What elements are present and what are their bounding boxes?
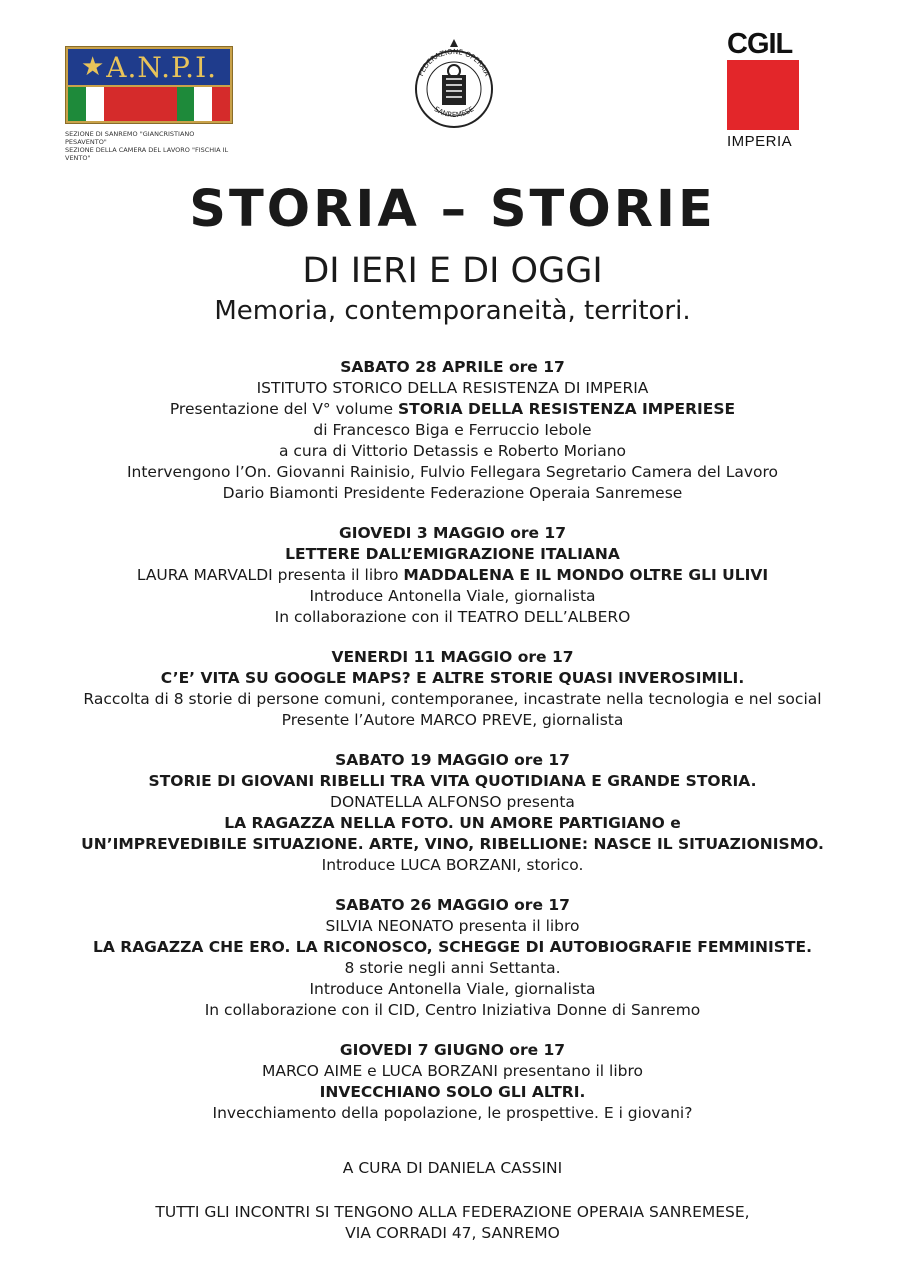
event-line: 8 storie negli anni Settanta.	[344, 959, 561, 977]
book-title: UN’IMPREVEDIBILE SITUAZIONE. ARTE, VINO, RIBELLIONE: NASCE IL SITUAZIONISMO.	[81, 835, 824, 853]
event-line	[0, 399, 905, 420]
anpi-caption-line-1: SEZIONE DI SANREMO "GIANCRISTIANO PESAVENTO"	[65, 130, 195, 146]
event-line	[0, 565, 905, 586]
book-title: STORIA DELLA RESISTENZA IMPERIESE	[397, 400, 736, 418]
book-title: MADDALENA E IL MONDO OLTRE GLI ULIVI	[403, 566, 769, 584]
italian-flags	[68, 87, 230, 121]
footer	[0, 1158, 905, 1244]
event-1	[0, 357, 905, 504]
event-date: GIOVEDI 7 GIUGNO ore 17	[339, 1041, 566, 1059]
event-5	[0, 895, 905, 1021]
svg-text:SANREMESE	[433, 105, 476, 119]
event-2	[0, 523, 905, 628]
event-date: VENERDI 11 MAGGIO ore 17	[331, 648, 574, 666]
seal-ring-top: FEDERAZIONE OPERAIA	[417, 47, 491, 78]
anpi-caption	[65, 130, 235, 162]
event-line: In collaborazione con il TEATRO DELL’ALBERO	[274, 608, 631, 626]
event-line: Introduce LUCA BORZANI, storico.	[321, 856, 584, 874]
anpi-title: A.N.P.I.	[106, 50, 218, 84]
event-line: DONATELLA ALFONSO presenta	[330, 793, 575, 811]
event-line: Presente l’Autore MARCO PREVE, giornalista	[281, 711, 624, 729]
page-subtitle: DI IERI E DI OGGI	[302, 251, 603, 291]
event-line: ISTITUTO STORICO DELLA RESISTENZA DI IMPERIA	[256, 379, 649, 397]
event-date: SABATO 28 APRILE ore 17	[340, 358, 565, 376]
curator-line: A CURA DI DANIELA CASSINI	[342, 1159, 563, 1177]
event-line: Intervengono l’On. Giovanni Rainisio, Fulvio Fellegara Segretario Camera del Lavoro	[126, 463, 779, 481]
anpi-caption-line-2: SEZIONE DELLA CAMERA DEL LAVORO "FISCHIA IL VENTO"	[65, 146, 229, 162]
event-title: LETTERE DALL’EMIGRAZIONE ITALIANA	[285, 545, 620, 563]
book-title: LA RAGAZZA NELLA FOTO. UN AMORE PARTIGIANO e	[224, 814, 681, 832]
event-text: LAURA MARVALDI presenta il libro	[136, 566, 404, 584]
event-title: STORIE DI GIOVANI RIBELLI TRA VITA QUOTIDIANA E GRANDE STORIA.	[148, 772, 757, 790]
event-date: SABATO 19 MAGGIO ore 17	[335, 751, 570, 769]
event-text: Presentazione del V° volume	[169, 400, 398, 418]
event-3	[0, 647, 905, 731]
event-line: Introduce Antonella Viale, giornalista	[309, 980, 596, 998]
book-title: INVECCHIANO SOLO GLI ALTRI.	[319, 1083, 586, 1101]
event-line: In collaborazione con il CID, Centro Iniziativa Donne di Sanremo	[204, 1001, 701, 1019]
anpi-badge	[65, 46, 233, 124]
event-title: C’E’ VITA SU GOOGLE MAPS? E ALTRE STORIE QUASI INVEROSIMILI.	[160, 669, 745, 687]
venue-line-1: TUTTI GLI INCONTRI SI TENGONO ALLA FEDERAZIONE OPERAIA SANREMESE,	[155, 1203, 750, 1221]
event-date: GIOVEDI 3 MAGGIO ore 17	[338, 524, 567, 542]
cgil-sub: IMPERIA	[727, 133, 793, 150]
seal-ring-bottom: SANREMESE	[432, 105, 476, 120]
event-date: SABATO 26 MAGGIO ore 17	[335, 896, 570, 914]
event-line: Raccolta di 8 storie di persone comuni, contemporanee, incastrate nella tecnologia e nel social	[83, 690, 822, 708]
page-title: STORIA – STORIE	[189, 180, 716, 239]
cgil-red-block	[727, 60, 799, 130]
events-list	[0, 357, 905, 1143]
event-line: di Francesco Biga e Ferruccio Iebole	[313, 421, 592, 439]
svg-text:FEDERAZIONE OPERAIA	[417, 48, 491, 78]
event-6	[0, 1040, 905, 1124]
cgil-logo	[727, 30, 799, 150]
event-line: SILVIA NEONATO presenta il libro	[325, 917, 580, 935]
star-icon: ★	[80, 52, 105, 82]
event-line: Introduce Antonella Viale, giornalista	[309, 587, 596, 605]
event-4	[0, 750, 905, 876]
event-line: MARCO AIME e LUCA BORZANI presentano il libro	[261, 1062, 644, 1080]
federazione-operaia-seal	[413, 37, 495, 129]
anpi-logo	[65, 46, 235, 162]
book-title: LA RAGAZZA CHE ERO. LA RICONOSCO, SCHEGGE DI AUTOBIOGRAFIE FEMMINISTE.	[92, 938, 812, 956]
venue-line-2: VIA CORRADI 47, SANREMO	[345, 1224, 560, 1242]
event-line: a cura di Vittorio Detassis e Roberto Moriano	[278, 442, 627, 460]
page-tagline: Memoria, contemporaneità, territori.	[214, 296, 691, 326]
cgil-name: CGIL	[727, 28, 793, 60]
event-line: Dario Biamonti Presidente Federazione Operaia Sanremese	[222, 484, 683, 502]
event-line: Invecchiamento della popolazione, le prospettive. E i giovani?	[212, 1104, 693, 1122]
